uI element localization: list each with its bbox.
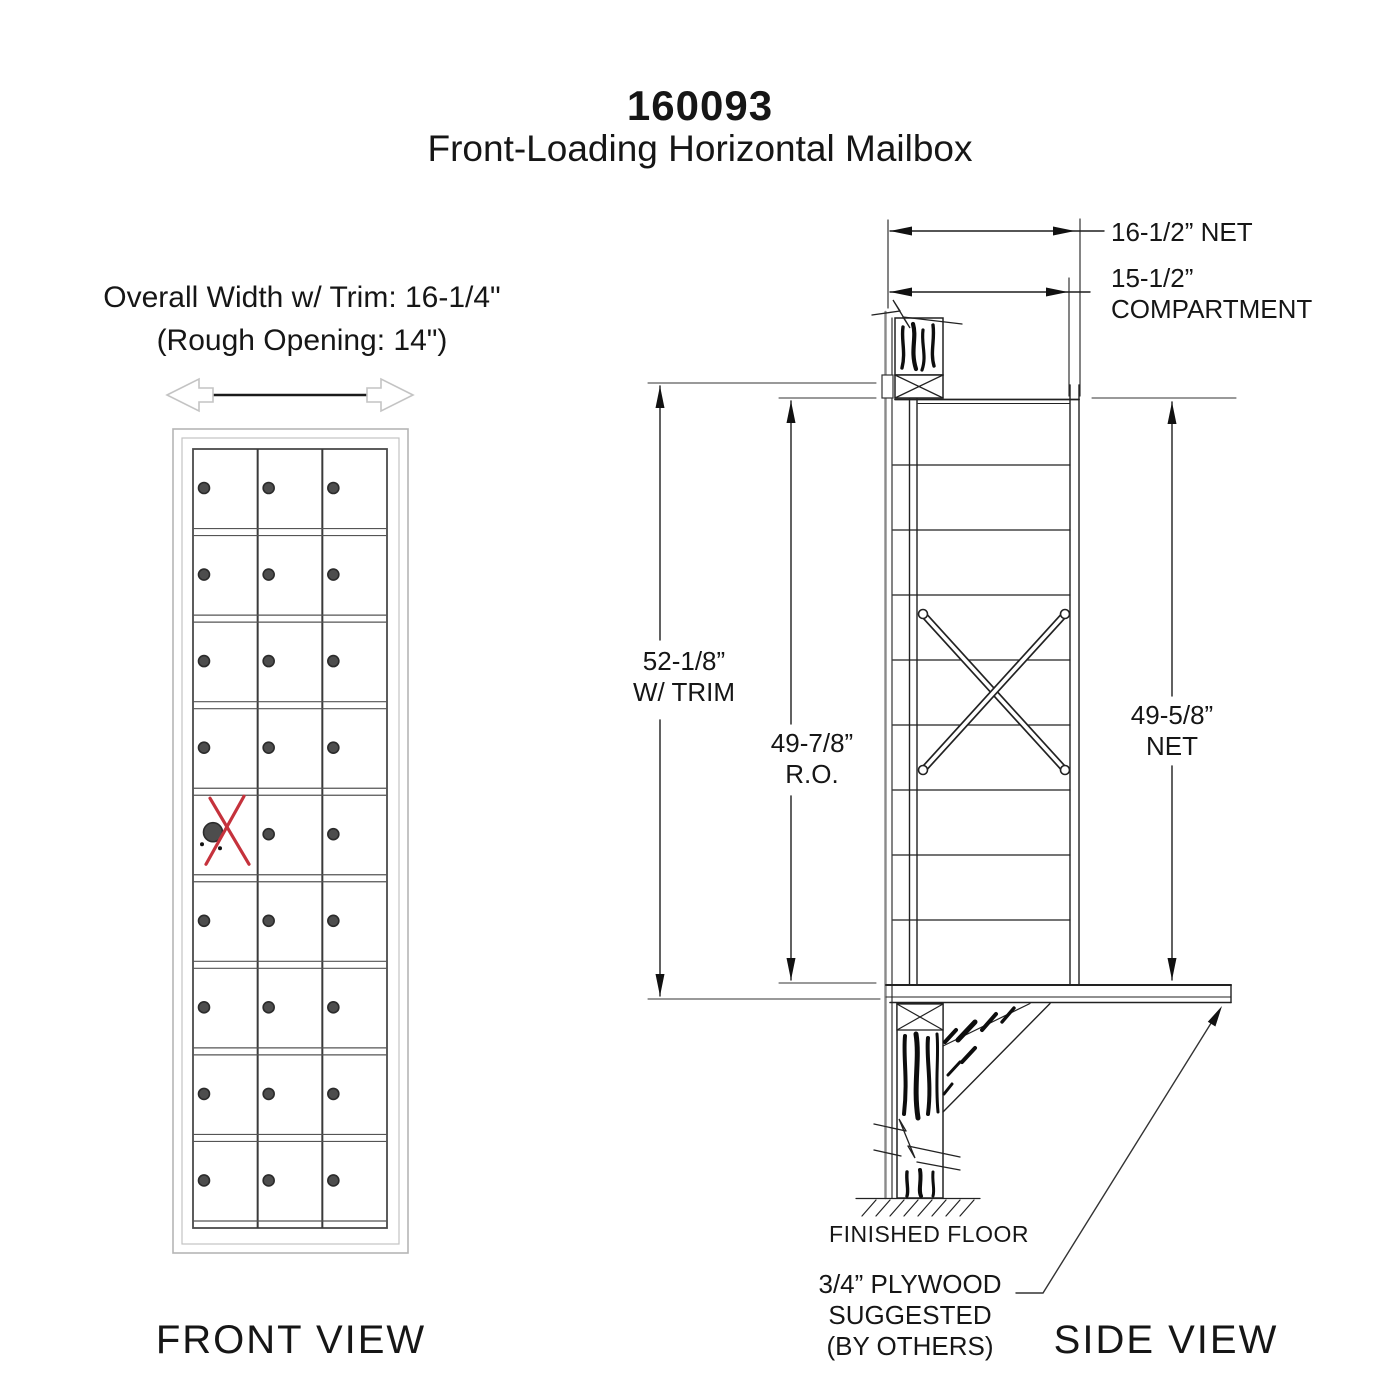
x-brace [919, 610, 1070, 775]
width-arrow-icon [167, 379, 413, 411]
dim-trim-height [630, 646, 738, 708]
lock-dot [328, 829, 339, 840]
plywood-note-line3: (BY OTHERS) [826, 1331, 994, 1361]
dim-compartment-line1: 15-1/2” [1111, 263, 1194, 293]
page-title: 160093 [626, 82, 774, 129]
wall-section [882, 312, 893, 1198]
front-width-note [103, 276, 500, 362]
lock-dot [263, 829, 274, 840]
front-width-note-line1: Overall Width w/ Trim: 16-1/4" [103, 281, 501, 314]
front-width-note-line2: (Rough Opening: 14") [156, 324, 448, 357]
front-view-caption: FRONT VIEW [155, 1318, 427, 1362]
lock-dot [328, 569, 339, 580]
dim-compartment-depth [1108, 263, 1315, 325]
lock-dot [328, 656, 339, 667]
height-dimension-right [1092, 398, 1236, 980]
dim-compartment-line2: COMPARTMENT [1111, 294, 1313, 324]
side-view-caption: SIDE VIEW [1053, 1318, 1279, 1362]
plywood-note-line1: 3/4” PLYWOOD [818, 1269, 1002, 1299]
lock-dot [328, 1175, 339, 1186]
lock-dot [199, 915, 210, 926]
lock-dot [263, 569, 274, 580]
plywood-note [815, 1269, 1004, 1362]
lock-dot [199, 483, 210, 494]
dim-net-height-line2: NET [1145, 731, 1198, 761]
compartment-shelves [893, 465, 1070, 920]
lock-dot [263, 915, 274, 926]
lock-dot [328, 915, 339, 926]
lock-dot [328, 742, 339, 753]
lock-dot [199, 569, 210, 580]
lock-dot [199, 1002, 210, 1013]
support-post [874, 1003, 960, 1198]
lock-dot [263, 483, 274, 494]
bottom-shelf [886, 985, 1231, 1003]
dim-ro-line1: 49-7/8” [770, 728, 854, 758]
lock-dot [328, 483, 339, 494]
plywood-note-line2: SUGGESTED [828, 1300, 992, 1330]
lock-dot [199, 742, 210, 753]
dim-rough-opening [768, 728, 856, 790]
dim-net-height-line1: 49-5/8” [1130, 700, 1214, 730]
dim-trim-line1: 52-1/8” [642, 646, 726, 676]
lock-dot [263, 1002, 274, 1013]
lock-dot [199, 656, 210, 667]
lock-dot [263, 656, 274, 667]
front-view-drawing [167, 379, 413, 1253]
lock-dot [328, 1088, 339, 1099]
lock-dot [263, 1088, 274, 1099]
lock-dot [328, 1002, 339, 1013]
gusset-brace [943, 1004, 1050, 1113]
dim-ro-line2: R.O. [785, 759, 839, 789]
lock-dot [263, 1175, 274, 1186]
lock-dot [199, 1088, 210, 1099]
floor-hatch-icon [856, 1199, 980, 1217]
page-subtitle: Front-Loading Horizontal Mailbox [427, 128, 973, 169]
dim-net-height [1128, 700, 1216, 762]
lock-dot [263, 742, 274, 753]
dim-net-depth: 16-1/2” NET [1108, 217, 1256, 248]
dim-trim-line2: W/ TRIM [632, 677, 736, 707]
leader-arrow [1016, 1006, 1222, 1293]
finished-floor-label: FINISHED FLOOR [829, 1221, 1029, 1247]
lock-dot [199, 1175, 210, 1186]
